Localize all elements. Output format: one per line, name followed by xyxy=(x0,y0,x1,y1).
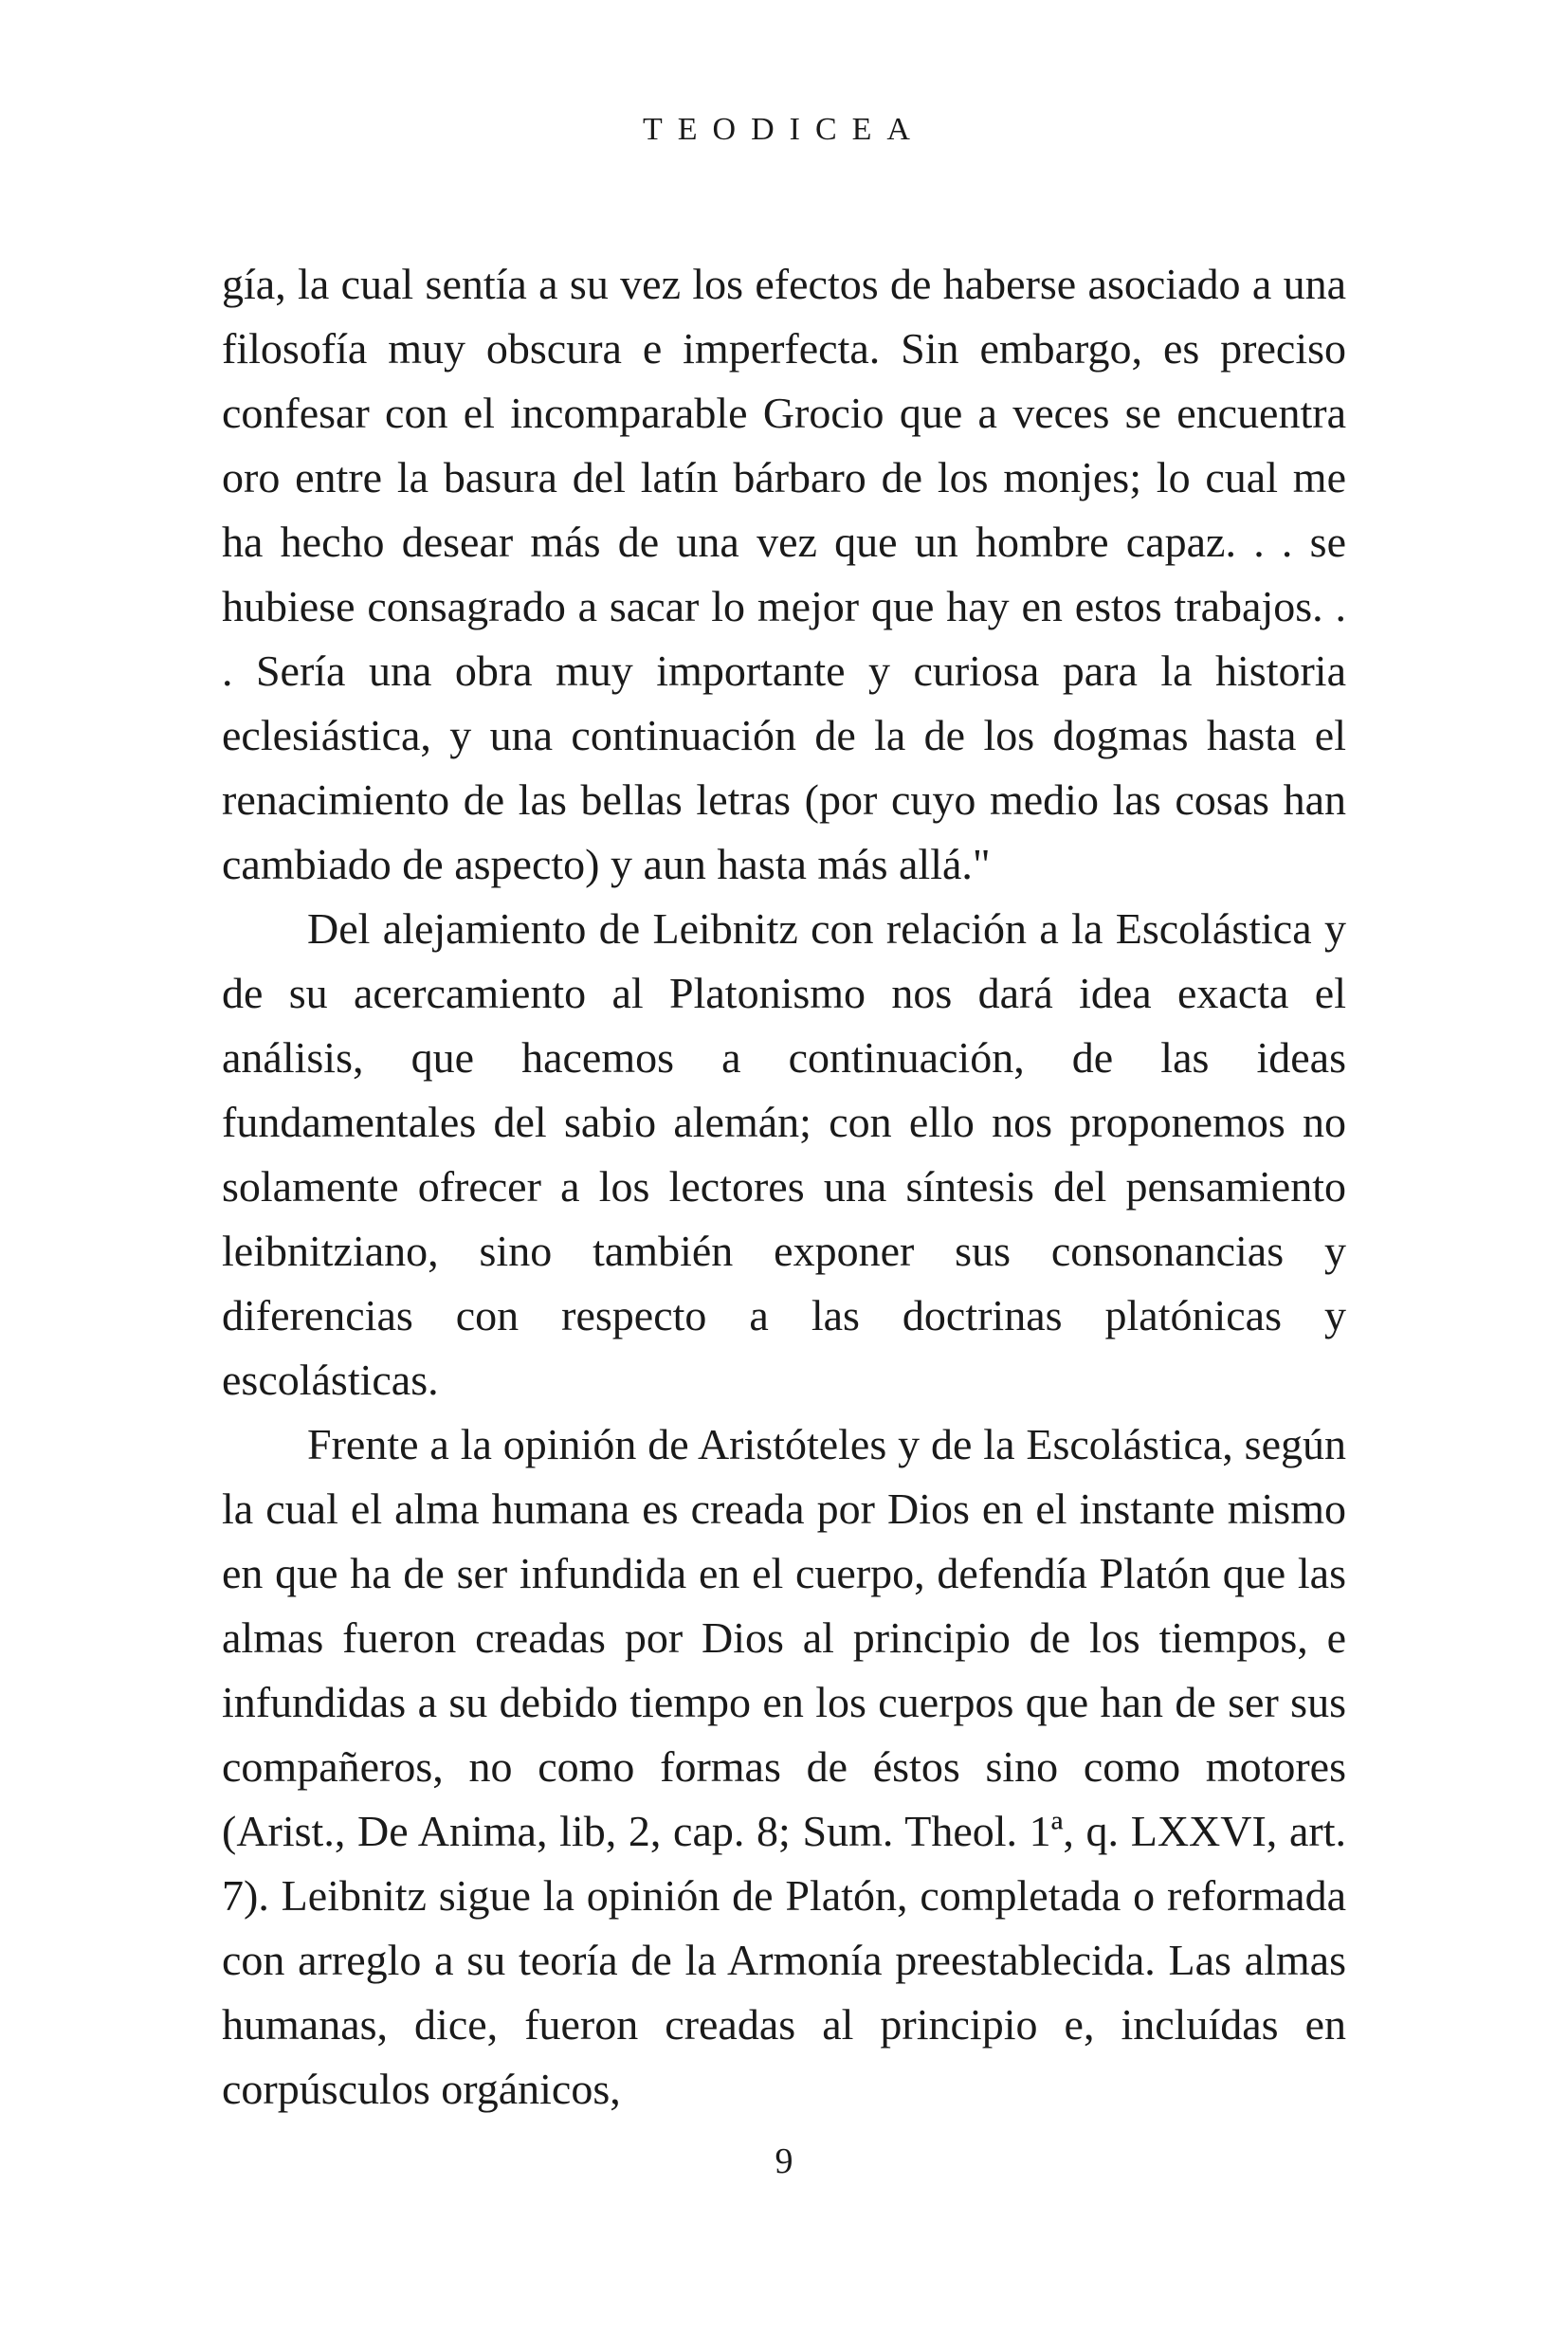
paragraph: Del alejamiento de Leibnitz con relación a la Escolástica y de su acercamiento al Platonismo nos dará idea exacta el análisis, que hacemos a continuación, de las ideas fundamentales del sabio alemán; con ello nos proponemos no solamente ofrecer a los lectores una síntesis del pensamiento leibnitziano, sino también exponer sus consonancias y diferencias con respecto a las doctrinas platónicas y escolásticas. xyxy=(222,904,1346,1404)
running-head: TEODICEA xyxy=(643,112,925,147)
page-number: 9 xyxy=(775,2141,793,2181)
paragraph: gía, la cual sentía a su vez los efectos de haberse asociado a una filosofía muy obscura e imperfecta. Sin embargo, es preciso confesar con el incomparable Grocio que a veces se encuentra oro entre la basura del latín bárbaro de los monjes; lo cual me ha hecho desear más de una vez que un hombre capaz. . . se hubiese consagrado a sacar lo mejor que hay en estos trabajos. . . Sería una obra muy importante y curiosa para la historia eclesiástica, y una continuación de la de los dogmas hasta el renacimiento de las bellas letras (por cuyo medio las cosas han cambiado de aspecto) y aun hasta más allá." xyxy=(222,260,1346,888)
paragraph: Frente a la opinión de Aristóteles y de la Escolástica, según la cual el alma humana es creada por Dios en el instante mismo en que ha de ser infundida en el cuerpo, defendía Platón que las almas fueron creadas por Dios al principio de los tiempos, e infundidas a su debido tiempo en los cuerpos que han de ser sus compañeros, no como formas de éstos sino como motores (Arist., De Anima, lib, 2, cap. 8; Sum. Theol. 1ª, q. LXXVI, art. 7). Leibnitz sigue la opinión de Platón, completada o reformada con arreglo a su teoría de la Armonía preestablecida. Las almas humanas, dice, fueron creadas al principio e, incluídas en corpúsculos orgánicos, xyxy=(222,1420,1346,2113)
body-text xyxy=(222,252,1346,2122)
